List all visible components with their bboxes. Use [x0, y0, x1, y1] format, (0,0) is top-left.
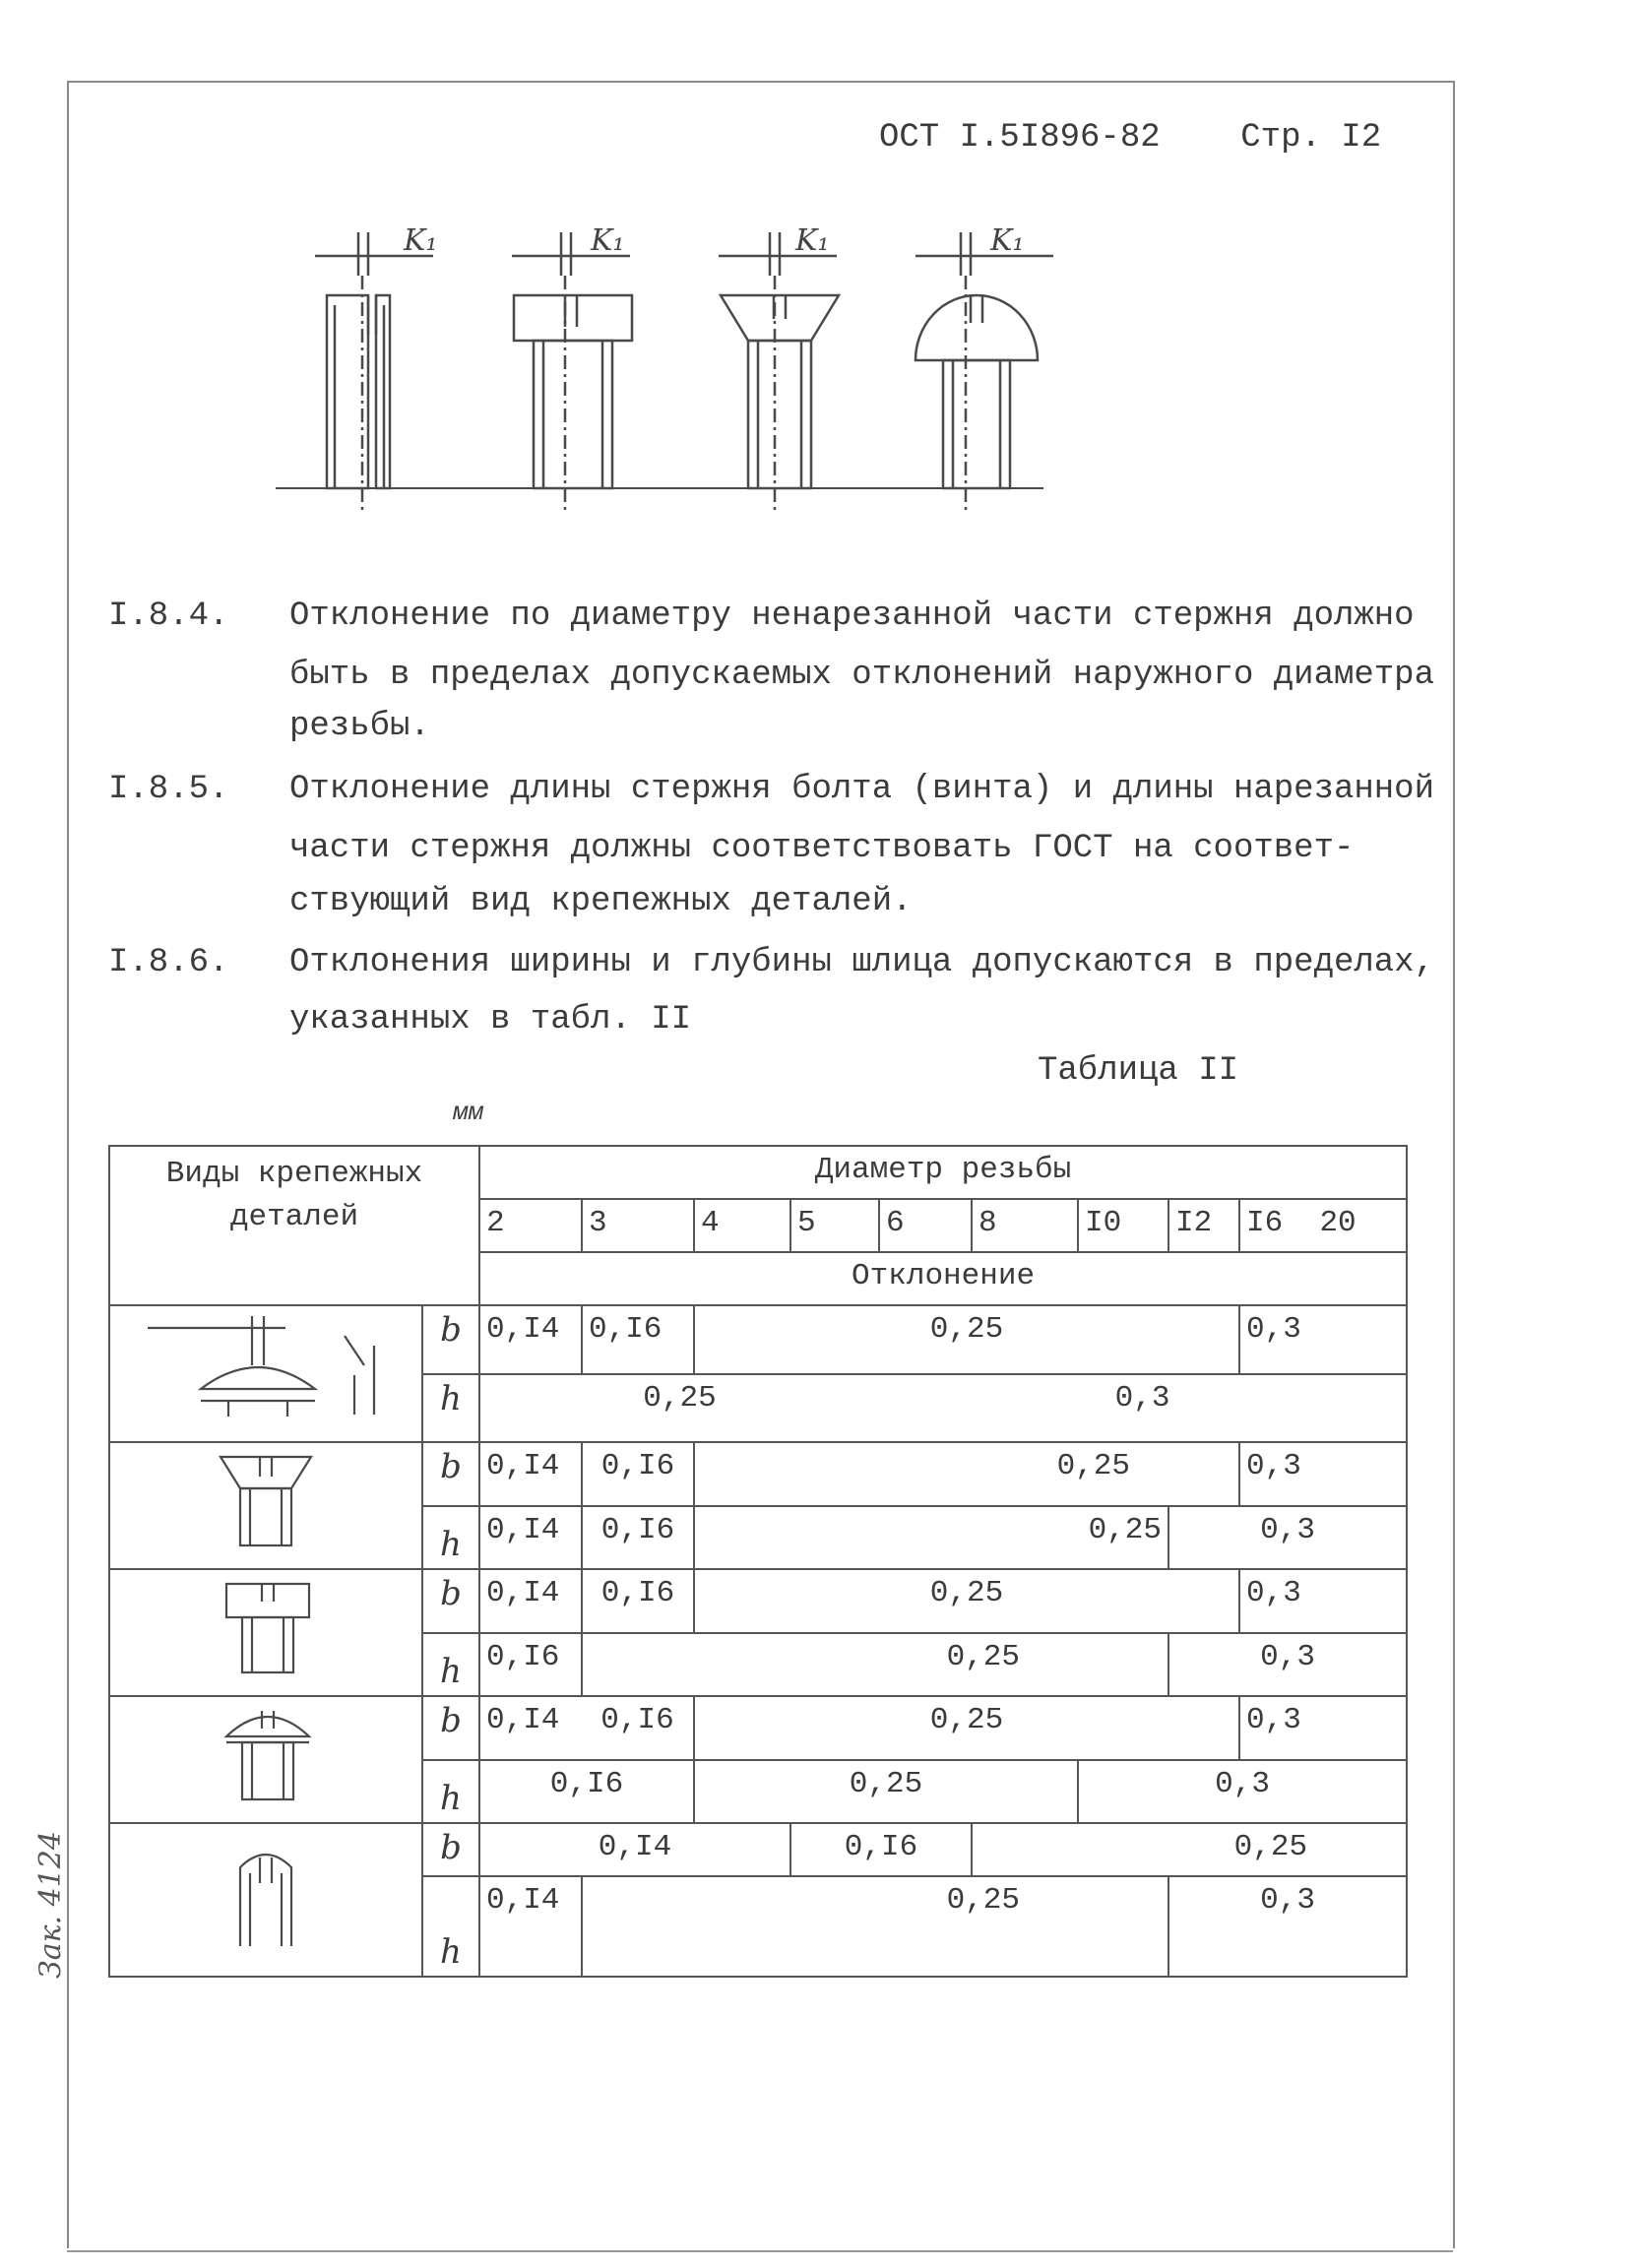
- value-cell: 0,I6: [582, 1442, 694, 1506]
- value-cell: 0,3: [1239, 1305, 1407, 1374]
- value-cell: 0,3: [1078, 1760, 1407, 1824]
- fastener-figure-3: [109, 1569, 422, 1696]
- diameter-value: 4: [694, 1199, 790, 1252]
- symbol-b: b: [422, 1696, 479, 1760]
- value-cell: 0,3: [1168, 1506, 1407, 1570]
- symbol-b: b: [422, 1305, 479, 1374]
- k1-label-3: K₁: [795, 223, 830, 258]
- clause-text: Отклонение по диаметру ненарезанной части стержня должно: [289, 598, 1415, 635]
- diameter-value: 2: [479, 1199, 582, 1252]
- value-cell: 0,3: [1168, 1876, 1407, 1977]
- clause-number: I.8.5.: [108, 771, 229, 808]
- value-cell: 0,I4: [479, 1442, 582, 1506]
- value-cell: 0,I4: [479, 1876, 582, 1977]
- k1-label-4: K₁: [990, 223, 1025, 258]
- screw-cheese-head: [512, 232, 632, 512]
- fastener-figure-4: [109, 1696, 422, 1823]
- value-cell: 0,3: [879, 1374, 1407, 1443]
- symbol-h: h: [422, 1506, 479, 1570]
- diameter-value: 6: [879, 1199, 972, 1252]
- diameter-value: 5: [790, 1199, 879, 1252]
- diameter-header: Диаметр резьбы: [479, 1146, 1407, 1199]
- value-cell: 0,I4: [479, 1696, 582, 1760]
- diameter-value: I2: [1168, 1199, 1239, 1252]
- doc-reference: ОСТ I.5I896-82: [879, 119, 1161, 157]
- value-cell: 0,25: [972, 1823, 1407, 1876]
- page-header: [879, 116, 1381, 159]
- diameter-value-pair: I6 20: [1239, 1199, 1407, 1252]
- symbol-b: b: [422, 1569, 479, 1633]
- value-cell: 0,I4: [479, 1823, 790, 1876]
- slot-offset-figure: [266, 217, 1073, 532]
- value-cell: 0,25: [582, 1633, 1168, 1697]
- value-cell: 0,I6: [582, 1696, 694, 1760]
- value-cell: 0,25: [694, 1569, 1239, 1633]
- symbol-b: b: [422, 1442, 479, 1506]
- table-title: Таблица II: [1038, 1052, 1239, 1090]
- value-cell: 0,3: [1239, 1442, 1407, 1506]
- value-cell: 0,25: [694, 1696, 1239, 1760]
- order-stamp: Зак. 4124: [33, 1831, 68, 1979]
- value-cell: 0,3: [1168, 1633, 1407, 1697]
- value-cell: 0,25: [694, 1506, 1168, 1570]
- fastener-figure-1: [109, 1305, 422, 1442]
- fastener-figure-5: [109, 1823, 422, 1977]
- clause-text: ствующий вид крепежных деталей.: [289, 883, 913, 920]
- symbol-h: h: [422, 1760, 479, 1824]
- value-cell: 0,I4: [479, 1305, 582, 1374]
- value-cell: 0,25: [694, 1305, 1239, 1374]
- value-cell: 0,I4: [479, 1569, 582, 1633]
- diameter-value: 8: [972, 1199, 1078, 1252]
- symbol-h: h: [422, 1633, 479, 1697]
- table-unit: мм: [453, 1098, 484, 1127]
- value-cell: 0,I6: [582, 1569, 694, 1633]
- diameter-value: I0: [1078, 1199, 1168, 1252]
- clause-text: части стержня должны соответствовать ГОСТ на соответ-: [289, 830, 1355, 867]
- value-cell: 0,I6: [479, 1633, 582, 1697]
- clause-text: указанных в табл. II: [289, 1001, 692, 1039]
- kind-header: Виды крепежных деталей: [109, 1146, 479, 1305]
- value-cell: 0,3: [1239, 1569, 1407, 1633]
- fastener-figure-2: [109, 1442, 422, 1569]
- clause-text: быть в пределах допускаемых отклонений наружного диаметра: [289, 657, 1434, 694]
- value-cell: 0,3: [1239, 1696, 1407, 1760]
- value-cell: 0,I6: [582, 1305, 694, 1374]
- page-number: Стр. I2: [1240, 119, 1382, 157]
- symbol-b: b: [422, 1823, 479, 1876]
- value-cell: 0,25: [694, 1760, 1078, 1824]
- screw-round-head: [915, 232, 1053, 512]
- value-cell: 0,I6: [582, 1506, 694, 1570]
- k1-label-1: K₁: [404, 223, 438, 258]
- value-cell: 0,25: [479, 1374, 879, 1443]
- value-cell: 0,I4: [479, 1506, 582, 1570]
- clause-text: Отклонение длины стержня болта (винта) и длины нарезанной: [289, 771, 1434, 808]
- deviation-header: Отклонение: [479, 1252, 1407, 1305]
- value-cell: 0,25: [582, 1876, 1168, 1977]
- symbol-h: h: [422, 1374, 479, 1443]
- screw-countersunk: [719, 232, 839, 512]
- value-cell: 0,25: [694, 1442, 1239, 1506]
- value-cell: 0,I6: [790, 1823, 972, 1876]
- clause-number: I.8.4.: [108, 598, 229, 635]
- diameter-value: 3: [582, 1199, 694, 1252]
- screw-headless: [315, 232, 433, 512]
- k1-label-2: K₁: [591, 223, 625, 258]
- slot-deviation-table: [108, 1145, 1408, 1978]
- clause-text: Отклонения ширины и глубины шлица допускаются в пределах,: [289, 944, 1434, 981]
- value-cell: 0,I6: [479, 1760, 694, 1824]
- bottom-rule: [67, 2250, 1453, 2252]
- clause-number: I.8.6.: [108, 944, 229, 981]
- symbol-h: h: [422, 1876, 479, 1977]
- clause-text: резьбы.: [289, 708, 430, 745]
